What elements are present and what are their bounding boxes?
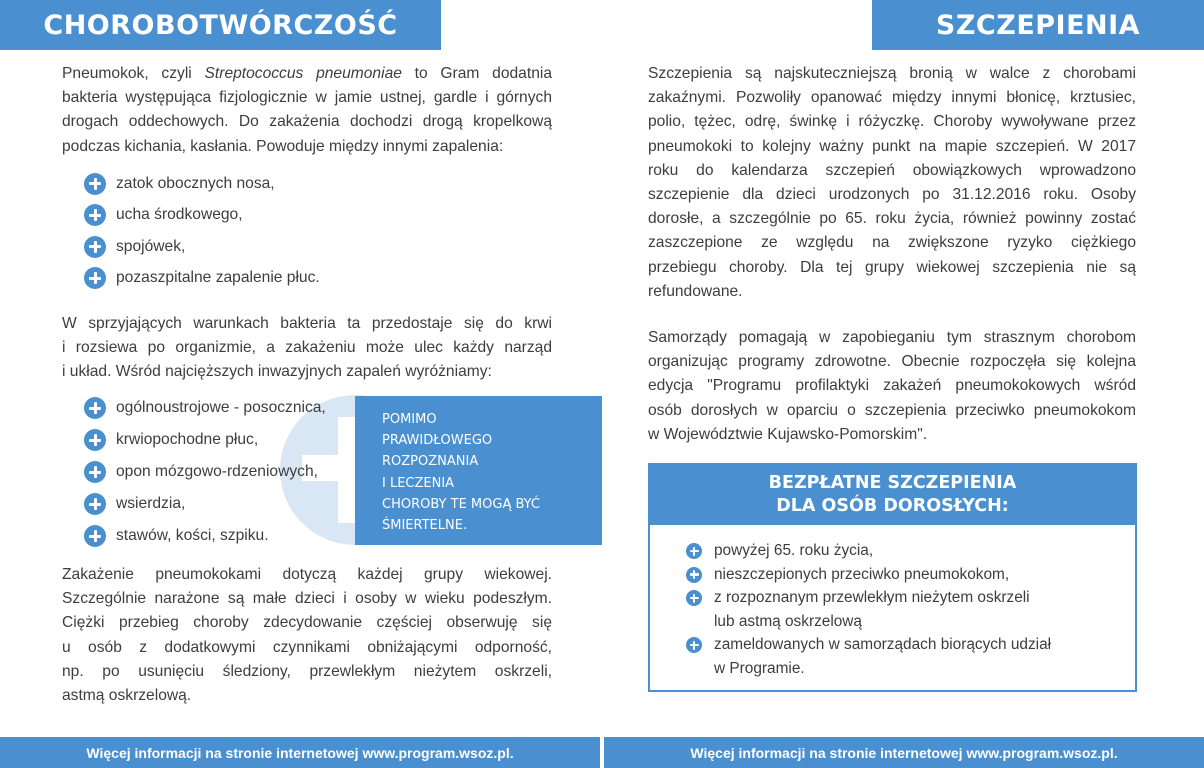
program-line: w Województwie Kujawsko-Pomorskim". (648, 425, 928, 443)
list-item-text: powyżej 65. roku życia, (714, 542, 874, 559)
plus-icon (84, 236, 106, 258)
risk-line: Zakażenie pneumokokami dotyczą każdej grupy wiekowej. (62, 566, 552, 583)
vaccination-line: pneumokoki to kolejny ważny punkt na mapie szczepień. W 2017 (648, 137, 1136, 155)
plus-icon (84, 525, 106, 547)
free-header-line: BEZPŁATNE SZCZEPIENIA (768, 473, 1017, 493)
callout-line: I LECZENIA (382, 475, 455, 491)
intro-line-1 (62, 62, 552, 86)
vaccination-line: dorosłe, a szczególnie po 65. roku życia, również powinny zostać (648, 210, 1136, 228)
risk-paragraph (62, 563, 552, 708)
intro-line: podczas kichania, kasłania. Powoduje między innymi zapalenia: (62, 137, 504, 155)
list-item (686, 633, 1051, 680)
plus-icon (686, 567, 702, 583)
callout-line: ROZPOZNANIA (382, 454, 479, 470)
list-item (84, 200, 320, 232)
spread-line: i rozsiewa po organizmie, a zakażeniu może ulec każdy narząd (62, 339, 552, 357)
warning-callout (355, 396, 602, 545)
list-item (84, 168, 320, 200)
list-item (84, 392, 326, 424)
footer-info-link[interactable]: Więcej informacji na stronie internetowej www.program.wsoz.pl. (0, 737, 600, 768)
list-item (686, 539, 1051, 563)
plus-icon (84, 204, 106, 226)
spread-line: i układ. Wśród najcięższych inwazyjnych zapaleń wyróżniamy: (62, 363, 492, 381)
intro-line: drogach oddechowych. Do zakażenia dochodzi drogą kropelkową (62, 113, 552, 131)
list-item (84, 263, 320, 295)
species-name: Streptococcus pneumoniae (204, 65, 402, 82)
list-item-text: w Programie. (714, 659, 805, 677)
list-item (84, 231, 320, 263)
risk-line: Ciężki przebieg choroby zdecydowanie częściej obserwuję się (62, 614, 552, 632)
vaccination-line: polio, tężec, odrę, świnkę i różyczkę. Choroby wywoływane przez (648, 113, 1136, 131)
list-item (84, 424, 326, 456)
list-item-text: nieszczepionych przeciwko pneumokokom, (714, 565, 1010, 583)
eligibility-list (686, 539, 1051, 680)
program-paragraph (648, 326, 1136, 447)
list-item (84, 488, 326, 520)
program-line: edycja "Programu profilaktyki zakażeń pneumokokowych wśród (648, 377, 1136, 395)
intro-line-1-rest: to Gram dodatnia (401, 65, 552, 82)
program-line: organizując programy zdrowotne. Obecnie rozpoczęła się kolejna (648, 353, 1136, 371)
plus-icon (84, 461, 106, 483)
plus-icon (84, 173, 106, 195)
list-item (84, 520, 326, 552)
intro-line: bakteria występująca fizjologicznie w jamie ustnej, gardle i górnych (62, 89, 552, 107)
vaccination-line: zakaźnymi. Pozwoliły opanować między innymi błonicę, krztusiec, (648, 89, 1136, 107)
spread-paragraph (62, 312, 552, 385)
risk-line: np. po usunięciu śledziony, przewlekłym nieżytem oskrzeli, (62, 662, 552, 680)
plus-icon (84, 429, 106, 451)
plus-icon (84, 267, 106, 289)
list-item (686, 586, 1051, 633)
list-item-text: opon mózgowo-rdzeniowych, (116, 463, 318, 480)
list-item (84, 456, 326, 488)
plus-icon (686, 590, 702, 606)
list-item-text: lub astmą oskrzelową (714, 612, 862, 630)
list-item-text: stawów, kości, szpiku. (116, 527, 269, 544)
section-title-chorobotworczosc: CHOROBOTWÓRCZOŚĆ (0, 0, 441, 50)
vaccination-line: Szczepienia są najskuteczniejszą bronią w walce z chorobami (648, 65, 1136, 82)
vaccination-line: szczepienie dla dzieci urodzonych po 31.12.2016 roku. Osoby (648, 186, 1136, 204)
list-item-text: z rozpoznanym przewlekłym nieżytem oskrzeli (714, 589, 1030, 606)
list-item-text: ogólnoustrojowe - posocznica, (116, 399, 326, 416)
free-header-line: DLA OSÓB DOROSŁYCH: (776, 496, 1009, 516)
plus-icon (686, 543, 702, 559)
callout-line: PRAWIDŁOWEGO (382, 433, 493, 449)
intro-paragraph (62, 62, 552, 159)
list-item-text: ucha środkowego, (116, 206, 243, 224)
program-line: Samorządy pomagają w zapobieganiu tym strasznym chorobom (648, 329, 1136, 346)
list-item-text: wsierdzia, (116, 495, 186, 512)
list-item-text: pozaszpitalne zapalenie płuc. (116, 269, 320, 287)
free-vaccination-header (650, 465, 1135, 525)
callout-line: CHOROBY TE MOGĄ BYĆ (382, 496, 540, 512)
intro-lead: Pneumokok, czyli (62, 65, 205, 82)
callout-line: ŚMIERTELNE. (382, 518, 468, 534)
risk-line: Szczególnie narażone są małe dzieci i osoby w wieku podeszłym. (62, 590, 552, 608)
vaccination-line: roku do kalendarza szczepień obowiązkowych wprowadzono (648, 161, 1136, 179)
inflammation-list (84, 168, 320, 294)
list-item-text: zameldowanych w samorządach biorących udział (714, 636, 1052, 653)
risk-line: astmą oskrzelową. (62, 687, 192, 705)
section-title-szczepienia: SZCZEPIENIA (872, 0, 1204, 50)
spread-line: W sprzyjających warunkach bakteria ta przedostaje się do krwi (62, 315, 552, 332)
list-item-text: zatok obocznych nosa, (116, 174, 275, 192)
list-item (686, 563, 1051, 587)
vaccination-paragraph (648, 62, 1136, 304)
list-item-text: spojówek, (116, 237, 186, 255)
list-item-text: krwiopochodne płuc, (116, 431, 259, 448)
footer-info-link[interactable]: Więcej informacji na stronie internetowej www.program.wsoz.pl. (604, 737, 1204, 768)
invasive-list (84, 392, 326, 552)
risk-line: u osób z dodatkowymi czynnikami obniżającymi odporność, (62, 638, 552, 656)
free-vaccination-box (648, 463, 1137, 692)
vaccination-line: refundowane. (648, 282, 743, 300)
vaccination-line: przebiegu choroby. Dla tej grupy wiekowej szczepienia nie są (648, 258, 1136, 276)
vaccination-line: zaszczepione ze względu na zwiększone ryzyko ciężkiego (648, 234, 1136, 252)
callout-line: POMIMO (382, 412, 437, 427)
plus-icon (84, 493, 106, 515)
plus-icon (686, 637, 702, 653)
program-line: osób dorosłych w oparciu o szczepienia przeciwko pneumokokom (648, 401, 1136, 419)
plus-icon (84, 397, 106, 419)
